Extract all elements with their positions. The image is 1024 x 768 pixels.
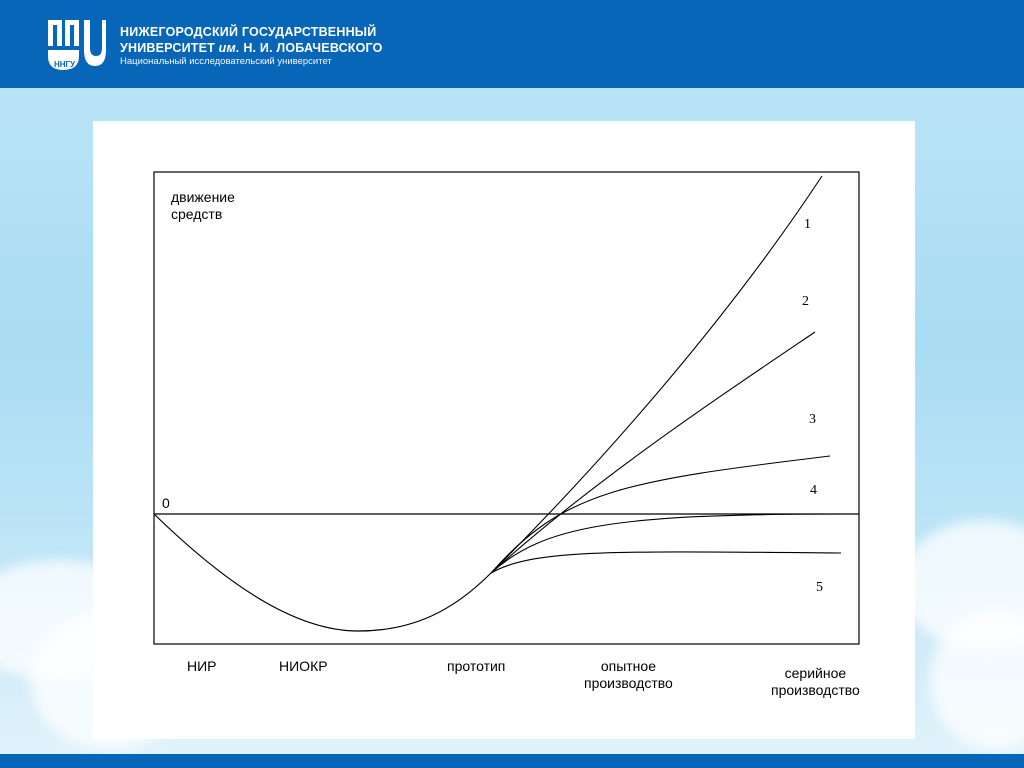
curve-label-5: 5 — [816, 580, 823, 595]
stage-label-nir: НИР — [187, 658, 217, 674]
curve-5 — [491, 552, 841, 573]
stage-label-prototype: прототип — [447, 658, 506, 674]
curve-label-2: 2 — [802, 294, 809, 309]
stage-label-pilot-production: опытное производство — [584, 658, 673, 691]
university-name-line1: НИЖЕГОРОДСКИЙ ГОСУДАРСТВЕННЫЙ — [120, 25, 377, 39]
footer-bar — [0, 754, 1024, 768]
curve-4 — [491, 514, 843, 573]
logo-text: ННГУ — [54, 60, 76, 69]
stage-label-serial-production: серийное производство — [771, 665, 860, 698]
university-subtitle: Национальный исследовательский университет — [120, 56, 332, 67]
diagram-frame — [154, 172, 859, 644]
curve-label-1: 1 — [804, 217, 811, 232]
zero-label: 0 — [162, 495, 170, 511]
stage-label-niokr: НИОКР — [279, 658, 328, 674]
curve-label-4: 4 — [810, 483, 817, 498]
university-name-line2: УНИВЕРСИТЕТ им. Н. И. ЛОБАЧЕВСКОГО — [120, 41, 383, 55]
dip-curve — [154, 514, 491, 631]
university-logo-icon — [44, 14, 108, 76]
university-name — [120, 24, 383, 56]
curve-2 — [491, 332, 815, 573]
header-bar — [0, 0, 1024, 88]
diagram-panel — [93, 121, 915, 739]
y-axis-label: движение средств — [171, 189, 235, 222]
curve-label-3: 3 — [809, 412, 816, 427]
